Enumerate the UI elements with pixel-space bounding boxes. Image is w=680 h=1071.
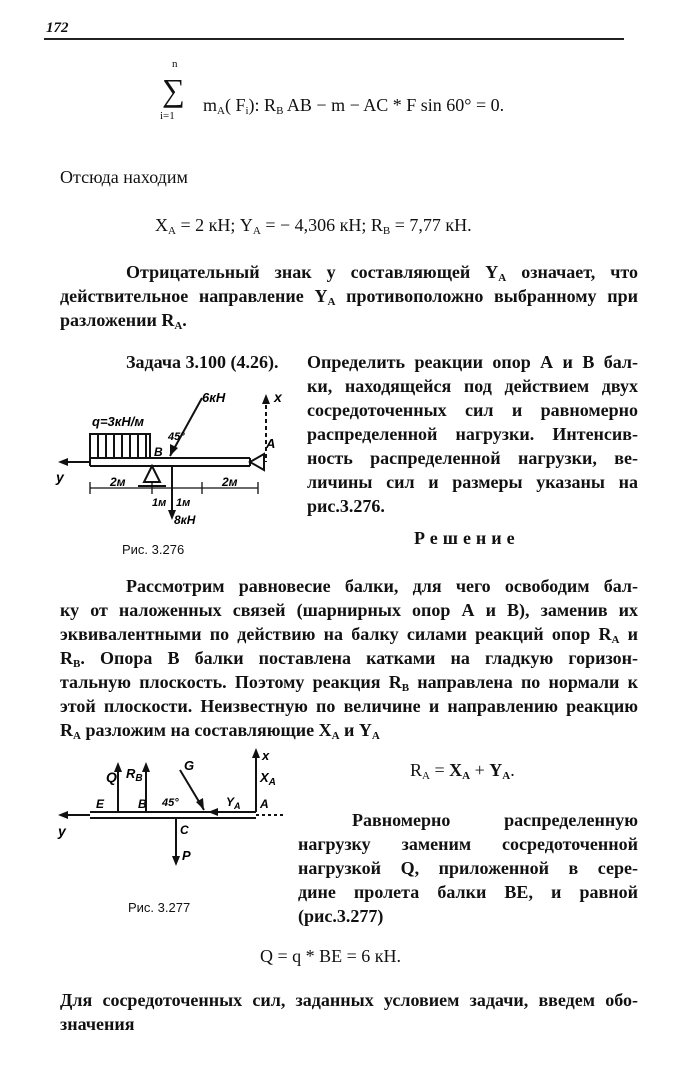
task-title: Задача 3.100 (4.26). (126, 352, 279, 372)
negative-para-line-2: действительное направление $Y_A$ противоположно выбранному при (60, 286, 638, 308)
fig277-label-e: E (96, 797, 105, 811)
fig277-label-xa-main: X (260, 770, 269, 785)
fig277-label-angle: 45° (162, 797, 179, 809)
uniform-line-1: Равномерно распределенную (352, 810, 638, 830)
page-number: 172 (46, 20, 69, 36)
figure-3-277 (52, 740, 292, 890)
uniform-line-2: нагрузку заменим сосредоточенной (298, 834, 638, 854)
sum-symbol: ∑ (162, 72, 185, 108)
equilibrium-line-3: эквивалентными по действию на балку силами реакций опор $R_A$ и (60, 624, 638, 646)
fig276-label-d2: 2м (222, 475, 238, 489)
sum-upper-limit: n (172, 58, 178, 70)
fig277-label-xa-sub: A (268, 777, 276, 788)
fig277-label-c: C (180, 823, 189, 837)
fig277-label-rb (126, 766, 143, 784)
uniform-line-5: (рис.3.277) (298, 906, 384, 926)
equilibrium-line-7: $R_A$ разложим на составляющие $X_A$ и $Y_A$ (60, 720, 380, 742)
fig276-label-p: 8кН (174, 513, 196, 527)
fig277-label-ya-sub: A (234, 801, 241, 811)
equilibrium-line-5: тальную плоскость. Поэтому реакция $R_B$ направлена по нормали к (60, 672, 639, 694)
equilibrium-line-1: Рассмотрим равновесие балки, для чего освободим бал- (126, 576, 638, 596)
fig277-label-b: B (138, 797, 147, 811)
fig276-label-d1: 2м (110, 475, 126, 489)
fig277-label-rb-sub: B (135, 773, 143, 784)
final-line-1: Для сосредоточенных сил, заданных условием задачи, введем обо- (60, 990, 638, 1010)
fig276-label-b: B (154, 445, 163, 459)
fig276-support-a (250, 454, 264, 470)
task-line-5: ность распределенной нагрузки, ве- (307, 448, 638, 468)
fig276-caption: Рис. 3.276 (122, 542, 185, 557)
fig276-label-d3: 1м (152, 497, 167, 509)
fig276-label-x: x (274, 389, 282, 405)
task-line-1: Определить реакции опор А и В бал- (307, 352, 638, 372)
task-line-6: личины сил и размеры указаны на (307, 472, 638, 492)
fig276-label-q: q=3кН/м (92, 414, 144, 429)
ra-equation: $R_A = X_A + Y_A$. (410, 760, 515, 782)
results-equation: $X_A = 2$ кН; $Y_A$ = − 4,306 кН; $R_B = 7,77$ кН. (155, 215, 472, 237)
fig277-label-y: y (58, 823, 66, 839)
fig276-label-a: A (266, 436, 276, 451)
q-equation: Q = q * BE = 6 кН. (260, 946, 402, 966)
fig276-label-y: y (56, 469, 64, 485)
fig276-label-angle: 45° (168, 431, 185, 443)
fig277-label-ya-main: Y (226, 795, 235, 809)
fig277-label-q: Q (106, 769, 117, 785)
fig277-caption: Рис. 3.277 (128, 900, 191, 915)
fig276-label-f: 6кН (202, 390, 226, 405)
equilibrium-line-4: $R_B$. Опора В балки поставлена катками на гладкую горизон- (60, 648, 638, 670)
hence-text: Отсюда находим (60, 167, 188, 187)
fig277-label-p: P (182, 848, 191, 863)
figure-3-276 (52, 388, 302, 538)
fig276-label-d4: 1м (176, 497, 191, 509)
fig277-label-rb-main: R (126, 766, 136, 781)
equilibrium-line-2: ку от наложенных связей (шарнирных опор А и В), заменив их (60, 600, 638, 620)
fig276-support-b (144, 466, 160, 482)
fig277-label-xa (259, 770, 276, 788)
negative-para-line-1: Отрицательный знак у составляющей $Y_A$ означает, что (126, 262, 638, 284)
task-line-3: сосредоточенных сил и равномерно (307, 400, 638, 420)
fig277-label-g: G (184, 758, 195, 773)
equilibrium-line-6: этой плоскости. Неизвестную по величине и направлению реакцию (60, 696, 638, 716)
moment-equation: $m_A$( $F_i$): $R_B$ AB − m − AC * F sin 60° = 0. (203, 95, 505, 117)
uniform-line-3: нагрузкой Q, приложенной в сере- (298, 858, 638, 878)
fig277-label-ya (226, 795, 241, 811)
task-line-2: ки, находящейся под действием двух (307, 376, 638, 396)
fig277-label-x: x (262, 748, 270, 763)
uniform-line-4: дине пролета балки BE, и равной (298, 882, 638, 902)
sum-lower-limit: i=1 (160, 110, 175, 122)
negative-para-line-3: разложении $R_A$. (60, 310, 187, 332)
fig277-label-a: A (260, 797, 269, 811)
solution-heading: Решение (414, 528, 520, 548)
task-line-7: рис.3.276. (307, 496, 385, 516)
final-line-2: значения (60, 1014, 135, 1034)
task-line-4: распределенной нагрузки. Интенсив- (307, 424, 638, 444)
header-rule (44, 38, 624, 40)
